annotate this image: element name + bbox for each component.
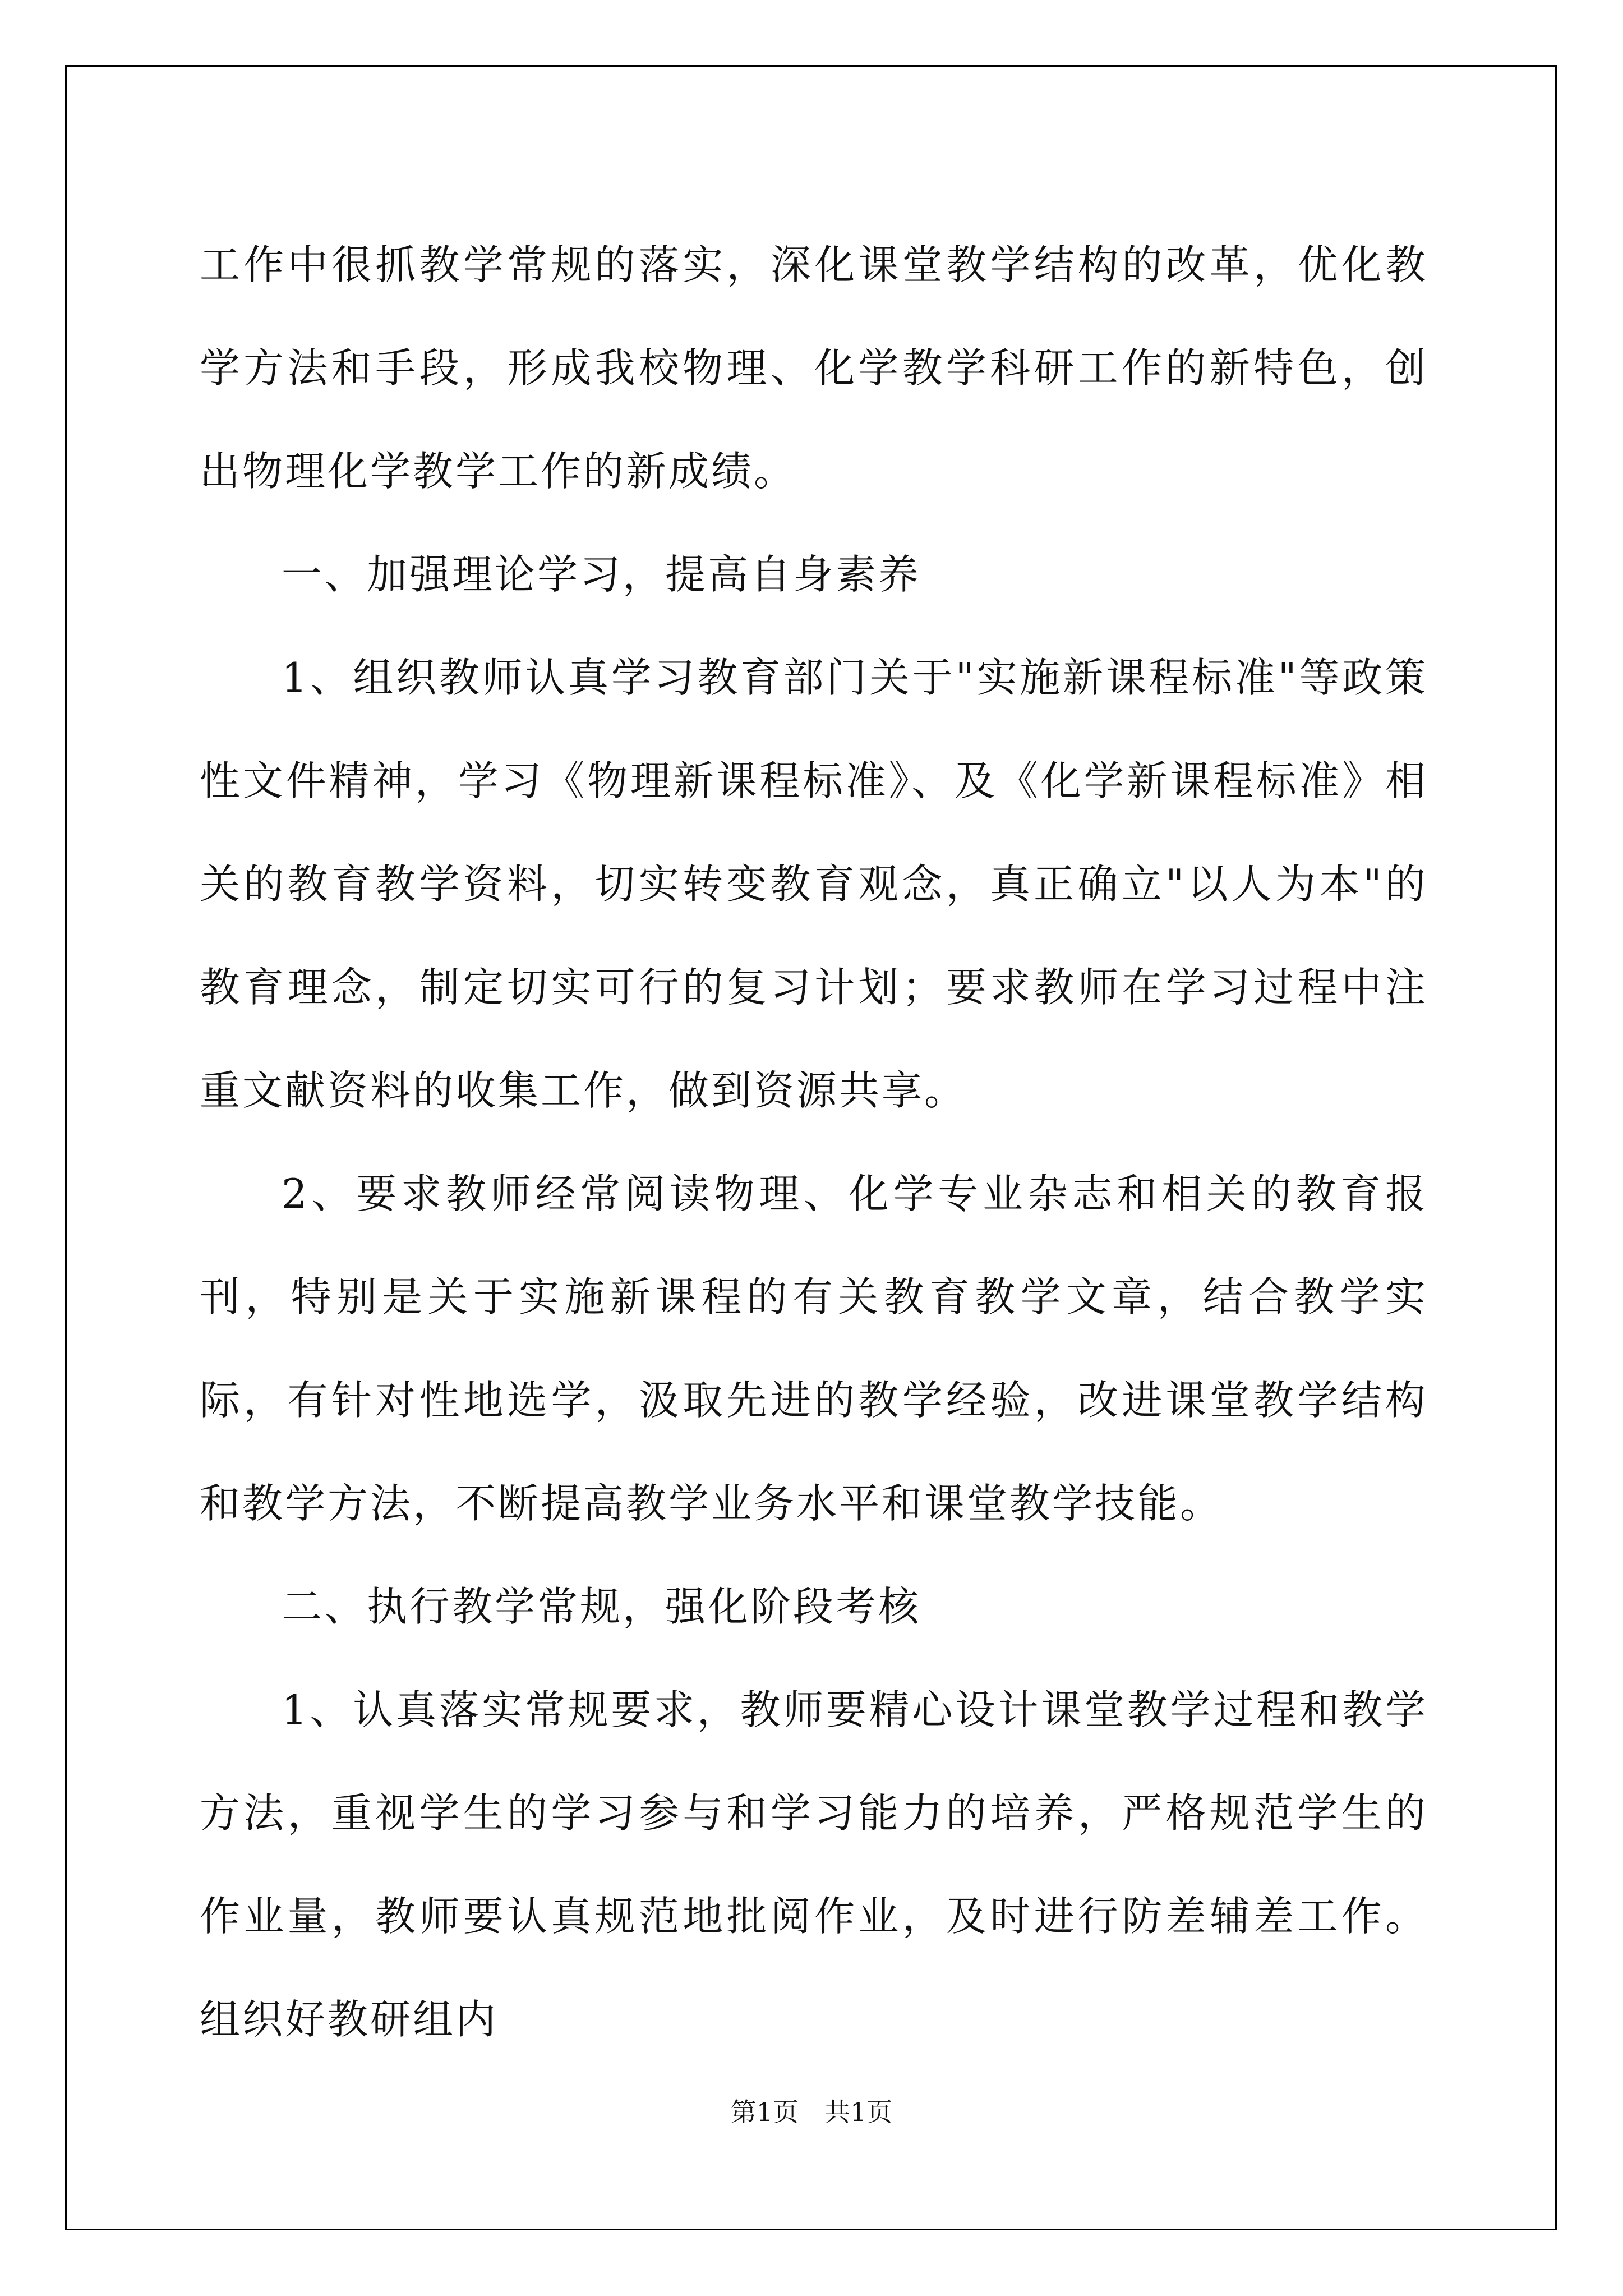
section-heading-1: 一、加强理论学习，提高自身素养 <box>282 551 921 598</box>
paragraph-2: 1、组织教师认真学习教育部门关于"实施新课程标准"等政策性文件精神，学习《物理新课程标准》、及《化学新课程标准》相关的教育教学资料，切实转变教育观念，真正确立"以人为本"的教育理念，制定切实可行的复习计划；要求教师在学习过程中注重文献资料的收集工作，做到资源共享。 <box>200 654 1428 1114</box>
paragraph-3: 2、要求教师经常阅读物理、化学专业杂志和相关的教育报刊，特别是关于实施新课程的有关教育教学文章，结合教学实际，有针对性地选学，汲取先进的教学经验，改进课堂教学结构和教学方法，不断提高教学业务水平和课堂教学技能。 <box>200 1170 1428 1527</box>
paragraph-4: 1、认真落实常规要求，教师要精心设计课堂教学过程和教学方法，重视学生的学习参与和学习能力的培养，严格规范学生的作业量，教师要认真规范地批阅作业，及时进行防差辅差工作。组织好教研组内 <box>200 1686 1428 2043</box>
paragraph-1: 工作中很抓教学常规的落实，深化课堂教学结构的改革，优化教学方法和手段，形成我校物理、化学教学科研工作的新特色，创出物理化学教学工作的新成绩。 <box>200 241 1428 495</box>
document-body <box>200 213 1428 2071</box>
page-footer: 第1页 共1页 <box>730 2097 893 2127</box>
section-heading-2: 二、执行教学常规，强化阶段考核 <box>282 1583 921 1630</box>
